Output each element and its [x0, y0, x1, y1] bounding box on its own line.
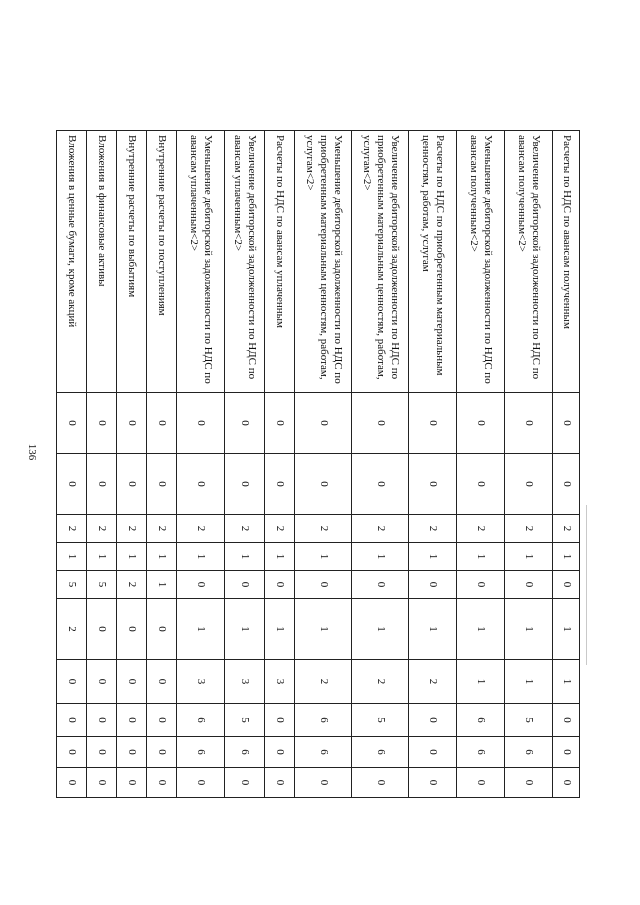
code-digit-cell: 1 [225, 543, 265, 571]
account-name-cell: Расчеты по НДС по авансам полученным [553, 131, 580, 393]
code-digit-cell: 0 [457, 571, 505, 599]
code-digit-cell: 0 [147, 393, 177, 454]
table-row [457, 131, 505, 798]
code-digit-cell: 6 [352, 737, 409, 768]
accounts-table-body [57, 131, 580, 798]
code-digit-cell: 0 [147, 454, 177, 515]
account-name-cell: Увеличение дебиторской задолженности по НДС по авансам уплаченным<2> [225, 131, 265, 393]
table-row [57, 131, 87, 798]
code-digit-cell: 5 [505, 704, 553, 737]
code-digit-cell: 3 [225, 660, 265, 704]
code-digit-cell: 0 [352, 768, 409, 798]
code-digit-cell: 0 [295, 571, 352, 599]
code-digit-cell: 0 [177, 571, 225, 599]
code-digit-cell: 0 [87, 704, 117, 737]
code-digit-cell: 1 [457, 660, 505, 704]
code-digit-cell: 0 [87, 393, 117, 454]
code-digit-cell: 0 [57, 704, 87, 737]
table-row [265, 131, 295, 798]
code-digit-cell: 0 [265, 768, 295, 798]
code-digit-cell: 1 [457, 543, 505, 571]
code-digit-cell: 1 [177, 543, 225, 571]
code-digit-cell: 0 [295, 768, 352, 798]
account-name-cell: Расчеты по НДС по приобретенным материальным ценностям, работам, услугам [409, 131, 457, 393]
code-digit-cell: 0 [505, 393, 553, 454]
code-digit-cell: 0 [265, 454, 295, 515]
code-digit-cell: 1 [352, 599, 409, 660]
code-digit-cell: 0 [177, 454, 225, 515]
code-digit-cell: 0 [265, 571, 295, 599]
account-name-cell: Внутренние расчеты по поступлениям [147, 131, 177, 393]
rotated-table-container [66, 130, 580, 797]
code-digit-cell: 0 [117, 704, 147, 737]
code-digit-cell: 0 [57, 737, 87, 768]
table-row [295, 131, 352, 798]
code-digit-cell: 2 [352, 515, 409, 543]
code-digit-cell: 0 [409, 768, 457, 798]
code-digit-cell: 1 [295, 599, 352, 660]
code-digit-cell: 1 [147, 571, 177, 599]
page-number [24, 440, 40, 464]
code-digit-cell: 0 [409, 454, 457, 515]
table-row [147, 131, 177, 798]
code-digit-cell: 0 [147, 737, 177, 768]
code-digit-cell: 2 [295, 515, 352, 543]
code-digit-cell: 0 [57, 660, 87, 704]
code-digit-cell: 2 [295, 660, 352, 704]
code-digit-cell: 2 [409, 660, 457, 704]
code-digit-cell: 0 [553, 571, 580, 599]
account-name-cell: Уменьшение дебиторской задолженности по НДС по авансам полученным<2> [457, 131, 505, 393]
code-digit-cell: 2 [117, 515, 147, 543]
code-digit-cell: 5 [87, 571, 117, 599]
code-digit-cell: 0 [87, 768, 117, 798]
code-digit-cell: 0 [57, 768, 87, 798]
account-name-cell: Уменьшение дебиторской задолженности по НДС по авансам уплаченным<2> [177, 131, 225, 393]
code-digit-cell: 5 [225, 704, 265, 737]
code-digit-cell: 6 [177, 737, 225, 768]
code-digit-cell: 5 [352, 704, 409, 737]
table-row [505, 131, 553, 798]
code-digit-cell: 3 [265, 660, 295, 704]
code-digit-cell: 0 [177, 393, 225, 454]
code-digit-cell: 1 [117, 543, 147, 571]
account-name-cell: Уменьшение дебиторской задолженности по НДС по приобретенным материальным ценностям, работам, услугам<2> [295, 131, 352, 393]
code-digit-cell: 2 [225, 515, 265, 543]
code-digit-cell: 6 [177, 704, 225, 737]
code-digit-cell: 2 [87, 515, 117, 543]
code-digit-cell: 6 [295, 704, 352, 737]
code-digit-cell: 1 [553, 599, 580, 660]
code-digit-cell: 0 [117, 454, 147, 515]
code-digit-cell: 0 [457, 768, 505, 798]
code-digit-cell: 6 [505, 737, 553, 768]
code-digit-cell: 0 [553, 393, 580, 454]
code-digit-cell: 0 [57, 454, 87, 515]
code-digit-cell: 0 [409, 737, 457, 768]
code-digit-cell: 1 [225, 599, 265, 660]
code-digit-cell: 2 [505, 515, 553, 543]
code-digit-cell: 1 [553, 660, 580, 704]
code-digit-cell: 6 [295, 737, 352, 768]
page-number-text: 136 [26, 443, 38, 461]
code-digit-cell: 1 [265, 543, 295, 571]
code-digit-cell: 1 [457, 599, 505, 660]
code-digit-cell: 1 [352, 543, 409, 571]
code-digit-cell: 0 [553, 768, 580, 798]
code-digit-cell: 6 [457, 737, 505, 768]
code-digit-cell: 0 [505, 768, 553, 798]
code-digit-cell: 0 [117, 660, 147, 704]
table-row [117, 131, 147, 798]
code-digit-cell: 1 [505, 599, 553, 660]
code-digit-cell: 0 [295, 454, 352, 515]
code-digit-cell: 2 [57, 599, 87, 660]
code-digit-cell: 2 [457, 515, 505, 543]
code-digit-cell: 0 [87, 599, 117, 660]
code-digit-cell: 0 [457, 393, 505, 454]
table-row [352, 131, 409, 798]
code-digit-cell: 1 [57, 543, 87, 571]
account-name-cell: Вложения в ценные бумаги, кроме акций [57, 131, 87, 393]
table-row [177, 131, 225, 798]
ledger-table-area [66, 130, 580, 797]
code-digit-cell: 0 [117, 599, 147, 660]
scan-artifact-line [586, 505, 587, 665]
accounts-table [56, 130, 580, 798]
code-digit-cell: 6 [457, 704, 505, 737]
code-digit-cell: 0 [147, 599, 177, 660]
code-digit-cell: 0 [409, 571, 457, 599]
code-digit-cell: 2 [117, 571, 147, 599]
code-digit-cell: 0 [352, 571, 409, 599]
code-digit-cell: 0 [265, 704, 295, 737]
table-row [87, 131, 117, 798]
code-digit-cell: 0 [225, 768, 265, 798]
code-digit-cell: 0 [265, 393, 295, 454]
code-digit-cell: 0 [225, 393, 265, 454]
code-digit-cell: 1 [505, 660, 553, 704]
code-digit-cell: 1 [265, 599, 295, 660]
code-digit-cell: 2 [553, 515, 580, 543]
code-digit-cell: 0 [225, 571, 265, 599]
code-digit-cell: 1 [553, 543, 580, 571]
account-name-cell: Увеличение дебиторской задолженности по НДС по авансам полученным<2> [505, 131, 553, 393]
code-digit-cell: 2 [57, 515, 87, 543]
code-digit-cell: 0 [177, 768, 225, 798]
code-digit-cell: 0 [505, 454, 553, 515]
account-name-cell: Увеличение дебиторской задолженности по НДС по приобретенным материальным ценностям, работам, услугам<2> [352, 131, 409, 393]
code-digit-cell: 0 [117, 768, 147, 798]
code-digit-cell: 1 [177, 599, 225, 660]
code-digit-cell: 2 [265, 515, 295, 543]
code-digit-cell: 2 [177, 515, 225, 543]
code-digit-cell: 0 [352, 454, 409, 515]
code-digit-cell: 0 [457, 454, 505, 515]
code-digit-cell: 0 [352, 393, 409, 454]
code-digit-cell: 0 [87, 737, 117, 768]
account-name-cell: Вложения в финансовые активы [87, 131, 117, 393]
code-digit-cell: 0 [553, 704, 580, 737]
code-digit-cell: 6 [225, 737, 265, 768]
code-digit-cell: 0 [87, 454, 117, 515]
code-digit-cell: 0 [147, 768, 177, 798]
code-digit-cell: 0 [409, 704, 457, 737]
code-digit-cell: 2 [147, 515, 177, 543]
code-digit-cell: 0 [553, 737, 580, 768]
code-digit-cell: 0 [553, 454, 580, 515]
table-row [553, 131, 580, 798]
code-digit-cell: 0 [57, 393, 87, 454]
code-digit-cell: 0 [505, 571, 553, 599]
account-name-cell: Расчеты по НДС по авансам уплаченным [265, 131, 295, 393]
code-digit-cell: 1 [409, 543, 457, 571]
code-digit-cell: 3 [177, 660, 225, 704]
code-digit-cell: 2 [409, 515, 457, 543]
code-digit-cell: 0 [147, 660, 177, 704]
code-digit-cell: 0 [265, 737, 295, 768]
code-digit-cell: 1 [409, 599, 457, 660]
code-digit-cell: 0 [117, 737, 147, 768]
code-digit-cell: 2 [352, 660, 409, 704]
code-digit-cell: 1 [87, 543, 117, 571]
code-digit-cell: 5 [57, 571, 87, 599]
account-name-cell: Внутренние расчеты по выбытиям [117, 131, 147, 393]
code-digit-cell: 0 [87, 660, 117, 704]
code-digit-cell: 0 [295, 393, 352, 454]
code-digit-cell: 1 [147, 543, 177, 571]
code-digit-cell: 0 [409, 393, 457, 454]
code-digit-cell: 0 [225, 454, 265, 515]
code-digit-cell: 1 [295, 543, 352, 571]
code-digit-cell: 1 [505, 543, 553, 571]
code-digit-cell: 0 [147, 704, 177, 737]
table-row [225, 131, 265, 798]
table-row [409, 131, 457, 798]
code-digit-cell: 0 [117, 393, 147, 454]
